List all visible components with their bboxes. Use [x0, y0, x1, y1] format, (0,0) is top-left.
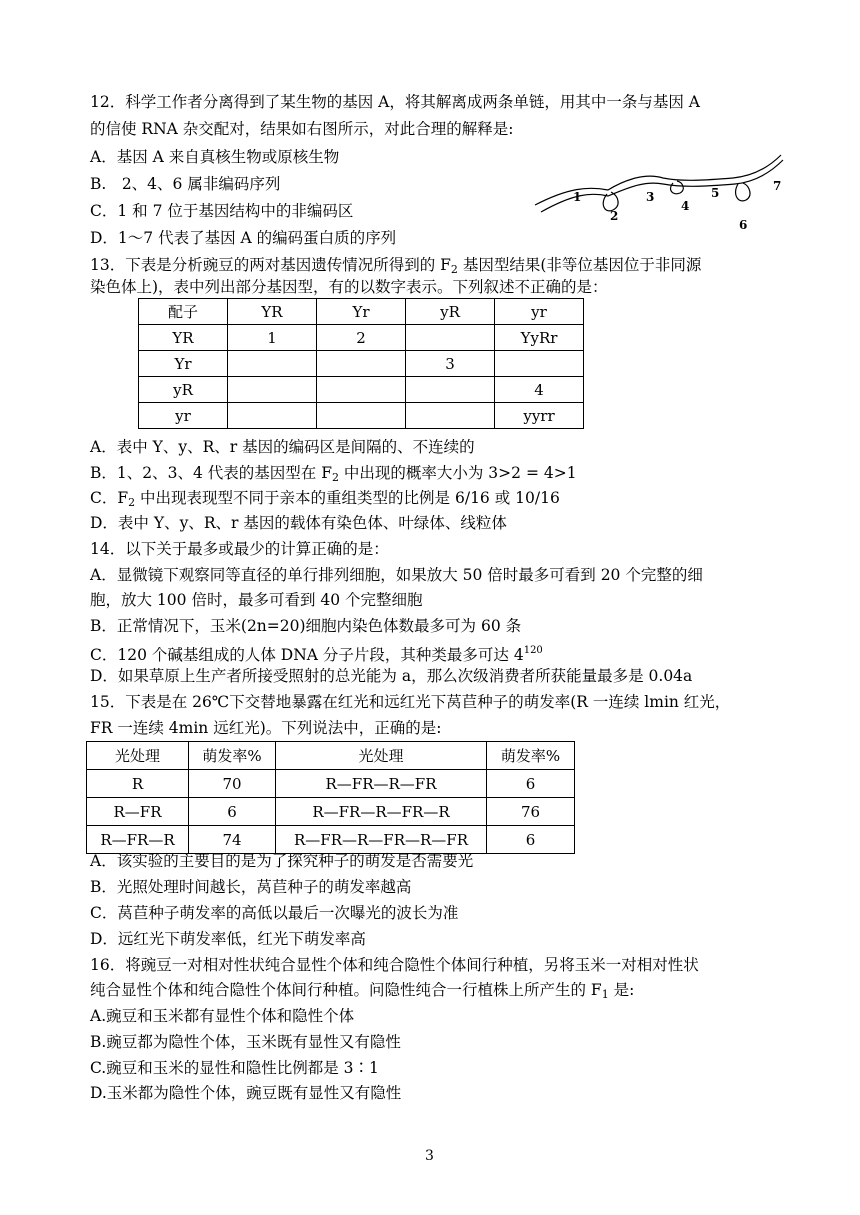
table-cell: YR	[139, 325, 228, 351]
table-cell: R—FR—R	[87, 826, 189, 854]
table-cell: YyRr	[495, 325, 584, 351]
table-cell: 3	[406, 351, 495, 377]
table-cell: R—FR	[87, 798, 189, 826]
q13-stem-line1: 13．下表是分析豌豆的两对基因遗传情况所得到的 $F_2$ 基因型结果(非等位基因位于非同源	[90, 256, 702, 276]
q12-option-d: D．1～7 代表了基因 A 的编码蛋白质的序列	[90, 229, 397, 247]
gamete-genotype-table	[138, 298, 584, 429]
q16-option-d: D.玉米都为隐性个体，豌豆既有显性又有隐性	[90, 1084, 402, 1102]
table-cell: yR	[139, 377, 228, 403]
table-cell: 2	[317, 325, 406, 351]
dna-rna-hybrid-figure	[533, 150, 788, 235]
table-cell	[317, 403, 406, 429]
table-cell: 70	[189, 770, 276, 798]
q15-option-c: C．莴苣种子萌发率的高低以最后一次曝光的波长为准	[90, 904, 459, 922]
table-cell: 4	[495, 377, 584, 403]
q13-option-d: D．表中 Y、y、R、r 基因的载体有染色体、叶绿体、线粒体	[90, 514, 507, 532]
q15-option-b: B．光照处理时间越长，莴苣种子的萌发率越高	[90, 878, 412, 896]
table-header-cell: YR	[228, 299, 317, 325]
q14-stem: 14．以下关于最多或最少的计算正确的是：	[90, 540, 389, 558]
table-cell	[495, 351, 584, 377]
q14-option-b: B．正常情况下，玉米(2n=20)细胞内染色体数最多可为 60 条	[90, 617, 522, 635]
q15-stem-line2: FR 一连续 4min 远红光)。下列说法中，正确的是:	[90, 719, 442, 737]
q12-option-a: A．基因 A 来自真核生物或原核生物	[90, 148, 340, 166]
table-cell	[317, 377, 406, 403]
q15-option-a: A．该实验的主要目的是为了探究种子的萌发是否需要光	[90, 852, 474, 870]
table-cell: 6	[189, 798, 276, 826]
table-header-cell: 配子	[139, 299, 228, 325]
table-header-cell: 光处理	[276, 742, 487, 770]
table-cell	[228, 403, 317, 429]
figure-label-4: 4	[681, 199, 690, 213]
loop-6	[736, 183, 750, 201]
table-cell	[228, 377, 317, 403]
q15-option-d: D．远红光下萌发率低，红光下萌发率高	[90, 930, 366, 948]
table-cell: yr	[139, 403, 228, 429]
q12-option-b: B. 2、4、6 属非编码序列	[90, 175, 281, 193]
table-header-cell: 萌发率%	[487, 742, 575, 770]
q13-stem-line2: 染色体上)，表中列出部分基因型，有的以数字表示。下列叙述不正确的是：	[90, 278, 608, 296]
q15-stem-line1: 15．下表是在 26℃下交替地暴露在红光和远红光下莴苣种子的萌发率(R 一连续 lmin 红光，	[90, 693, 731, 711]
table-header-cell: yR	[406, 299, 495, 325]
table-header-row	[87, 742, 575, 770]
table-cell	[406, 325, 495, 351]
table-cell: R	[87, 770, 189, 798]
table-cell	[228, 351, 317, 377]
q16-option-c: C.豌豆和玉米的显性和隐性比例都是 3∶1	[90, 1059, 379, 1077]
table-row	[139, 325, 584, 351]
table-cell: 74	[189, 826, 276, 854]
table-header-row	[139, 299, 584, 325]
table-cell: R—FR—R—FR—R	[276, 798, 487, 826]
figure-label-2: 2	[610, 209, 619, 223]
table-row	[87, 826, 575, 854]
table-cell: R—FR—R—FR—R—FR	[276, 826, 487, 854]
figure-label-1: 1	[573, 190, 582, 204]
figure-label-3: 3	[646, 190, 655, 204]
table-header-cell: yr	[495, 299, 584, 325]
figure-label-7: 7	[773, 179, 782, 193]
table-cell: 76	[487, 798, 575, 826]
figure-label-6: 6	[739, 218, 748, 232]
table-cell: 6	[487, 770, 575, 798]
table-row	[87, 770, 575, 798]
table-cell: 1	[228, 325, 317, 351]
table-header-cell: 萌发率%	[189, 742, 276, 770]
table-cell: yyrr	[495, 403, 584, 429]
table-header-cell: Yr	[317, 299, 406, 325]
table-cell: R—FR—R—FR	[276, 770, 487, 798]
q13-option-c: C．$F_2$ 中出现表现型不同于亲本的重组类型的比例是 6/16 或 10/16	[90, 489, 560, 509]
q14-option-a-line1: A．显微镜下观察同等直径的单行排列细胞，如果放大 50 倍时最多可看到 20 个完整的细	[90, 566, 703, 584]
table-row	[139, 403, 584, 429]
table-cell	[317, 351, 406, 377]
q16-option-b: B.豌豆都为隐性个体，玉米既有显性又有隐性	[90, 1033, 401, 1051]
q12-stem-line2: 的信使 RNA 杂交配对，结果如右图所示，对此合理的解释是:	[90, 120, 514, 138]
q12-option-c: C．1 和 7 位于基因结构中的非编码区	[90, 202, 354, 220]
page-number: 3	[425, 1148, 434, 1164]
table-row	[139, 377, 584, 403]
table-cell	[406, 403, 495, 429]
light-treatment-table	[86, 741, 575, 854]
figure-label-5: 5	[711, 186, 720, 200]
q13-option-b: B．1、2、3、4 代表的基因型在 $F_2$ 中出现的概率大小为 3>2 = 4>1	[90, 464, 577, 484]
q16-stem-line2: 纯合显性个体和纯合隐性个体间行种植。问隐性纯合一行植株上所产生的 $F_1$ 是:	[90, 981, 635, 1001]
table-header-cell: 光处理	[87, 742, 189, 770]
q13-option-a: A．表中 Y、y、R、r 基因的编码区是间隔的、不连续的	[90, 438, 475, 456]
table-cell	[406, 377, 495, 403]
q14-option-a-line2: 胞，放大 100 倍时，最多可看到 40 个完整细胞	[90, 591, 423, 609]
q16-stem-line1: 16．将豌豆一对相对性状纯合显性个体和纯合隐性个体间行种植，另将玉米一对相对性状	[90, 956, 699, 974]
table-row	[139, 351, 584, 377]
table-cell: Yr	[139, 351, 228, 377]
q16-option-a: A.豌豆和玉米都有显性个体和隐性个体	[90, 1007, 355, 1025]
q14-option-c: C．120 个碱基组成的人体 DNA 分子片段，其种类最多可达 $4^{120}$	[90, 645, 543, 664]
table-cell: 6	[487, 826, 575, 854]
loop-4	[671, 181, 684, 194]
q12-stem-line1: 12．科学工作者分离得到了某生物的基因 A，将其解离成两条单链，用其中一条与基因 A	[90, 93, 700, 111]
table-row	[87, 798, 575, 826]
q14-option-d: D．如果草原上生产者所接受照射的总光能为 a，那么次级消费者所获能量最多是 0.04a	[90, 667, 693, 685]
